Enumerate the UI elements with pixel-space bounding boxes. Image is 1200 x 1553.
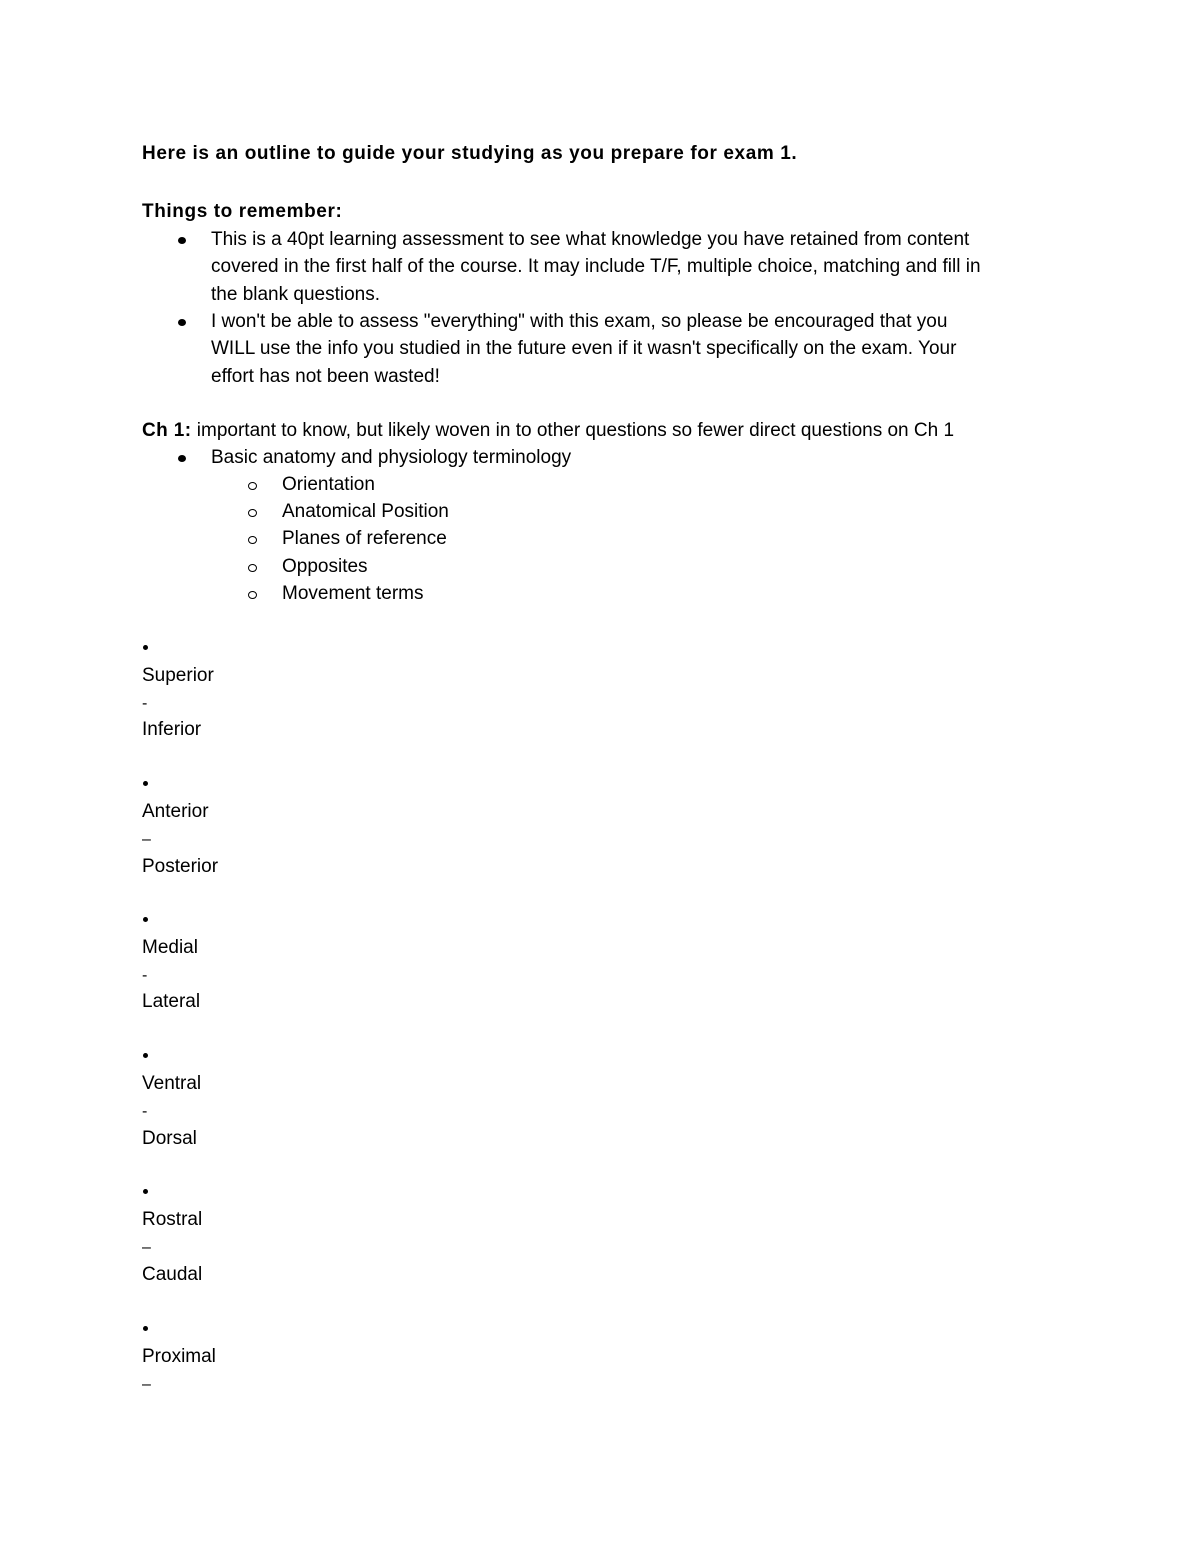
opposite-term-inferior: Inferior	[142, 719, 202, 740]
bullet-icon	[143, 1053, 148, 1058]
opposite-term-proximal: Proximal	[142, 1346, 216, 1367]
opposite-separator: -	[142, 1103, 148, 1120]
remember-item-2-line-2: WILL use the info you studied in the future even if it wasn't specifically on the exam. Your	[211, 338, 957, 359]
subtopic-opposites: Opposites	[282, 556, 368, 577]
opposite-term-dorsal: Dorsal	[142, 1128, 197, 1149]
opposite-term-superior: Superior	[142, 665, 214, 686]
page-title: Here is an outline to guide your studying as you prepare for exam 1.	[142, 143, 798, 164]
opposite-term-rostral: Rostral	[142, 1209, 203, 1230]
circle-bullet-icon	[248, 536, 257, 544]
remember-item-1-line-1: This is a 40pt learning assessment to see what knowledge you have retained from content	[211, 229, 970, 250]
circle-bullet-icon	[248, 591, 257, 599]
remember-item-2-line-1: I won't be able to assess "everything" with this exam, so please be encouraged that you	[211, 311, 948, 332]
bullet-icon	[143, 645, 148, 650]
remember-item-1-line-2: covered in the first half of the course. It may include T/F, multiple choice, matching and fill in	[211, 256, 981, 277]
bullet-icon	[178, 319, 186, 326]
bullet-icon	[143, 781, 148, 786]
chapter-1-topic: Basic anatomy and physiology terminology	[211, 447, 572, 468]
opposite-term-posterior: Posterior	[142, 856, 219, 877]
chapter-1-description: important to know, but likely woven in to other questions so fewer direct questions on Ch 1	[196, 420, 955, 441]
opposite-separator: -	[142, 695, 148, 712]
opposite-separator: –	[142, 1239, 151, 1256]
remember-heading: Things to remember:	[142, 201, 343, 222]
opposite-separator: –	[142, 1376, 151, 1393]
subtopic-orientation: Orientation	[282, 474, 375, 495]
subtopic-anatomical-position: Anatomical Position	[282, 501, 449, 522]
opposite-separator: –	[142, 831, 151, 848]
remember-item-2-line-3: effort has not been wasted!	[211, 366, 440, 387]
remember-item-1-line-3: the blank questions.	[211, 284, 381, 305]
bullet-icon	[178, 455, 186, 462]
circle-bullet-icon	[248, 482, 257, 490]
bullet-icon	[143, 1326, 148, 1331]
circle-bullet-icon	[248, 564, 257, 572]
bullet-icon	[178, 237, 186, 244]
subtopic-planes-of-reference: Planes of reference	[282, 528, 447, 549]
bullet-icon	[143, 917, 148, 922]
circle-bullet-icon	[248, 509, 257, 517]
opposite-term-lateral: Lateral	[142, 991, 201, 1012]
subtopic-movement-terms: Movement terms	[282, 583, 424, 604]
opposite-term-anterior: Anterior	[142, 801, 209, 822]
opposite-separator: -	[142, 967, 148, 984]
opposite-term-ventral: Ventral	[142, 1073, 202, 1094]
bullet-icon	[143, 1189, 148, 1194]
opposite-term-medial: Medial	[142, 937, 198, 958]
opposite-term-caudal: Caudal	[142, 1264, 203, 1285]
chapter-1-line	[142, 420, 954, 442]
chapter-1-label: Ch 1:	[142, 420, 192, 441]
